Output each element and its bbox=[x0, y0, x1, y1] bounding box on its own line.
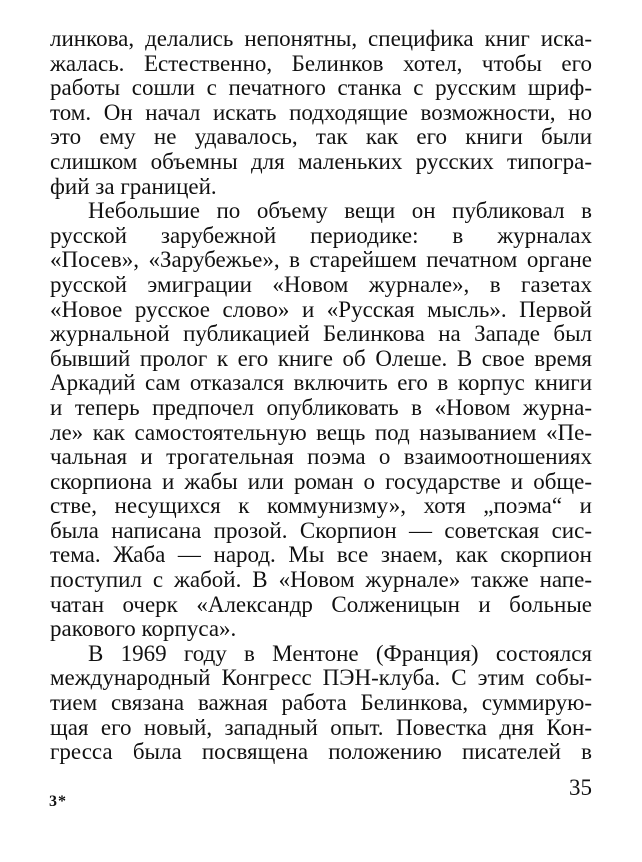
text-line: гресса была посвящена положению писателей в bbox=[50, 739, 592, 765]
text-line: журнальной публикацией Белинкова на Западе был bbox=[50, 321, 592, 347]
text-line: В 1969 году в Ментоне (Франция) состоялся bbox=[88, 640, 592, 666]
paragraph-1 bbox=[50, 27, 592, 199]
text-line: жалась. Естественно, Белинков хотел, чтобы его bbox=[50, 50, 592, 76]
text-line: «Новое русское слово» и «Русская мысль». Первой bbox=[50, 296, 592, 322]
text-line: международный Конгресс ПЭН-клуба. С этим собы- bbox=[50, 665, 592, 691]
text-line: бывший пролог к его книге об Олеше. В свое время bbox=[50, 345, 592, 371]
text-line: была написана прозой. Скорпион — советская сис- bbox=[50, 517, 592, 543]
text-line: это ему не удавалось, так как его книги были bbox=[50, 124, 592, 150]
paragraph-2 bbox=[50, 199, 592, 642]
page-text bbox=[50, 27, 592, 765]
text-line: русской зарубежной периодике: в журналах bbox=[50, 222, 592, 248]
paragraph-3 bbox=[50, 642, 592, 765]
signature-mark: 3* bbox=[49, 793, 67, 810]
text-line: ракового корпуса». bbox=[50, 616, 237, 642]
text-line: стве, несущихся к коммунизму», хотя „поэма“ и bbox=[50, 493, 592, 519]
text-line: «Посев», «Зарубежье», в старейшем печатном органе bbox=[50, 247, 592, 273]
text-line: и теперь предпочел опубликовать в «Новом журна- bbox=[50, 394, 592, 420]
page-number: 35 bbox=[569, 775, 592, 800]
text-line: скорпиона и жабы или роман о государстве и обще- bbox=[50, 468, 592, 494]
text-line: русской эмиграции «Новом журнале», в газетах bbox=[50, 271, 592, 297]
text-line: Небольшие по объему вещи он публиковал в bbox=[88, 198, 592, 224]
text-line: слишком объемны для маленьких русских типогра- bbox=[50, 148, 592, 174]
text-line: тием связана важная работа Белинкова, суммирую- bbox=[50, 690, 592, 716]
text-line: чатан очерк «Александр Солженицын и больные bbox=[50, 591, 592, 617]
text-line: тема. Жаба — народ. Мы все знаем, как скорпион bbox=[50, 542, 592, 568]
text-line: линкова, делались непонятны, специфика книг иска- bbox=[50, 26, 592, 51]
text-line: поступил с жабой. В «Новом журнале» также напе- bbox=[50, 567, 592, 593]
text-line: Аркадий сам отказался включить его в корпус книги bbox=[50, 370, 592, 396]
text-line: фий за границей. bbox=[50, 173, 217, 199]
text-line: ле» как самостоятельную вещь под называнием «Пе- bbox=[50, 419, 592, 445]
text-line: том. Он начал искать подходящие возможности, но bbox=[50, 99, 592, 125]
text-line: работы сошли с печатного станка с русским шриф- bbox=[50, 75, 592, 101]
text-line: чальная и трогательная поэма о взаимоотношениях bbox=[50, 444, 592, 470]
text-line: щая его новый, западный опыт. Повестка дня Кон- bbox=[50, 714, 592, 740]
